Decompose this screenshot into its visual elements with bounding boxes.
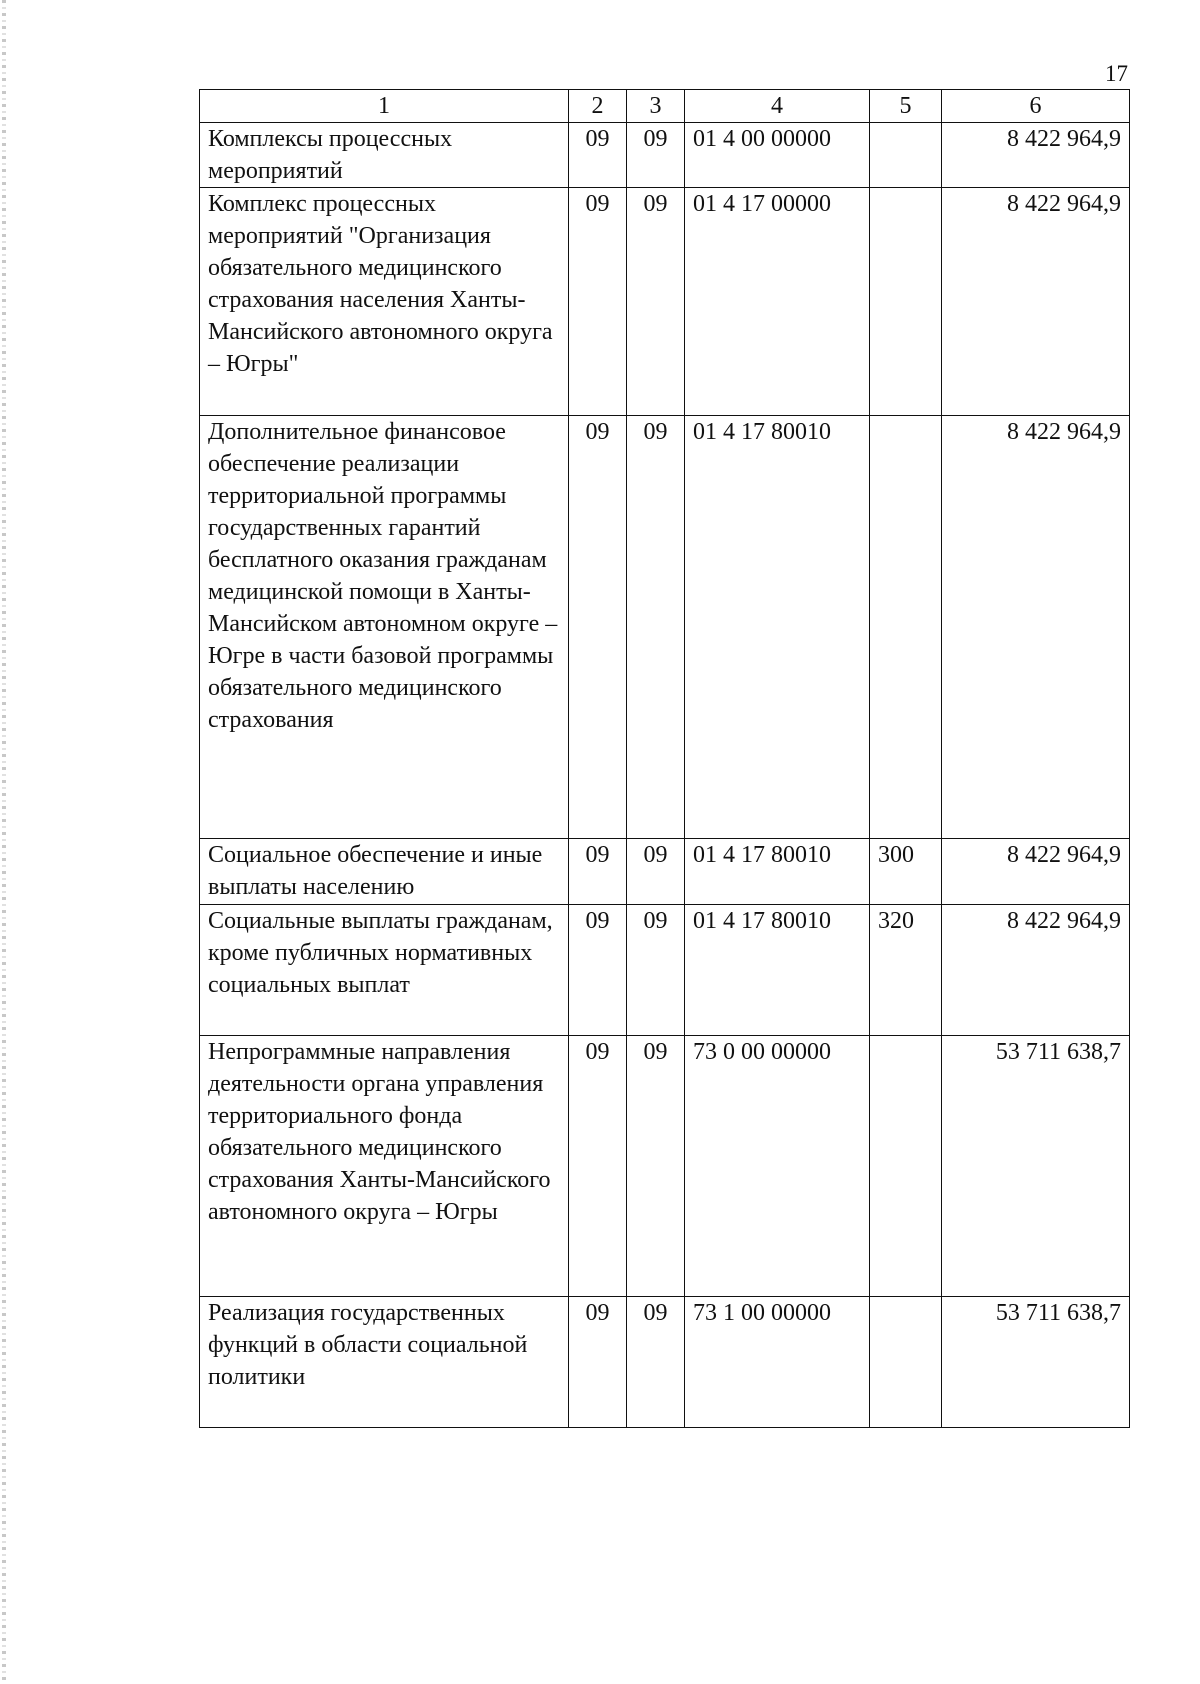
row-subsection: 09 <box>627 905 685 1036</box>
row-subsection: 09 <box>627 1036 685 1297</box>
table-row <box>200 839 1130 905</box>
table-row <box>200 188 1130 416</box>
column-header-name: 1 <box>200 90 569 123</box>
row-amount: 53 711 638,7 <box>942 1297 1130 1428</box>
row-name: Дополнительное финансовое обеспечение реализации территориальной программы государственных гарантий бесплатного оказания гражданам медицинской помощи в Ханты-Мансийском автономном округе – Югре в части базовой программы обязательного медицинского страхования <box>200 416 569 839</box>
row-target-article: 01 4 17 80010 <box>685 416 870 839</box>
row-section: 09 <box>569 123 627 188</box>
table-row <box>200 123 1130 188</box>
row-subsection: 09 <box>627 839 685 905</box>
row-target-article: 01 4 00 00000 <box>685 123 870 188</box>
column-header-expense-type: 5 <box>870 90 942 123</box>
row-target-article: 73 1 00 00000 <box>685 1297 870 1428</box>
row-amount: 8 422 964,9 <box>942 416 1130 839</box>
row-section: 09 <box>569 416 627 839</box>
table-row <box>200 1036 1130 1297</box>
column-header-subsection: 3 <box>627 90 685 123</box>
row-target-article: 01 4 17 80010 <box>685 839 870 905</box>
header-row <box>200 90 1130 123</box>
row-expense-type <box>870 188 942 416</box>
row-name: Комплексы процессных мероприятий <box>200 123 569 188</box>
row-amount: 8 422 964,9 <box>942 123 1130 188</box>
column-header-amount: 6 <box>942 90 1130 123</box>
column-header-section: 2 <box>569 90 627 123</box>
row-subsection: 09 <box>627 416 685 839</box>
row-name: Социальное обеспечение и иные выплаты населению <box>200 839 569 905</box>
row-name: Непрограммные направления деятельности органа управления территориального фонда обязательного медицинского страхования Ханты-Мансийского автономного округа – Югры <box>200 1036 569 1297</box>
row-name: Социальные выплаты гражданам, кроме публичных нормативных социальных выплат <box>200 905 569 1036</box>
row-subsection: 09 <box>627 1297 685 1428</box>
row-expense-type <box>870 123 942 188</box>
table-row <box>200 1297 1130 1428</box>
row-target-article: 01 4 17 00000 <box>685 188 870 416</box>
row-amount: 8 422 964,9 <box>942 839 1130 905</box>
row-section: 09 <box>569 1297 627 1428</box>
row-section: 09 <box>569 188 627 416</box>
row-expense-type <box>870 416 942 839</box>
row-name: Комплекс процессных мероприятий "Организация обязательного медицинского страхования населения Ханты-Мансийского автономного округа – Югры" <box>200 188 569 416</box>
row-amount: 8 422 964,9 <box>942 905 1130 1036</box>
row-amount: 53 711 638,7 <box>942 1036 1130 1297</box>
column-header-target-article: 4 <box>685 90 870 123</box>
row-subsection: 09 <box>627 123 685 188</box>
row-expense-type: 300 <box>870 839 942 905</box>
row-target-article: 73 0 00 00000 <box>685 1036 870 1297</box>
table-row <box>200 416 1130 839</box>
row-amount: 8 422 964,9 <box>942 188 1130 416</box>
row-name: Реализация государственных функций в области социальной политики <box>200 1297 569 1428</box>
row-expense-type <box>870 1036 942 1297</box>
row-section: 09 <box>569 839 627 905</box>
table-row <box>200 905 1130 1036</box>
page-number: 17 <box>1105 61 1128 86</box>
row-section: 09 <box>569 905 627 1036</box>
row-subsection: 09 <box>627 188 685 416</box>
scan-edge-artifact <box>2 0 6 1684</box>
budget-table <box>199 89 1130 1428</box>
row-expense-type <box>870 1297 942 1428</box>
row-section: 09 <box>569 1036 627 1297</box>
row-target-article: 01 4 17 80010 <box>685 905 870 1036</box>
row-expense-type: 320 <box>870 905 942 1036</box>
